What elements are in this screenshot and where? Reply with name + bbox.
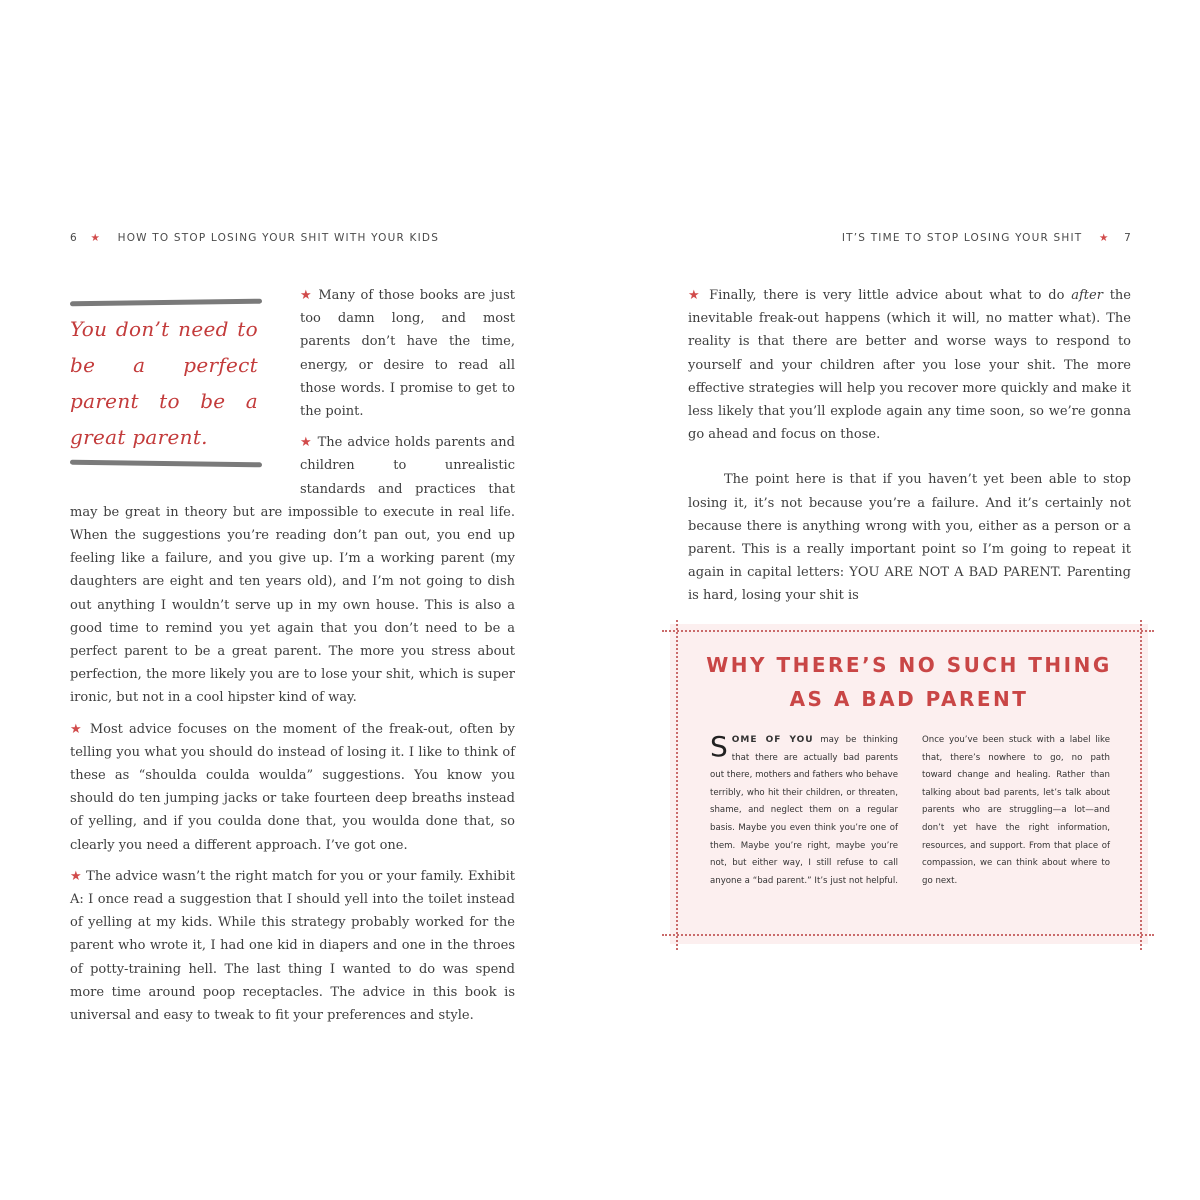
paragraph-text: The advice holds parents and children to unrealistic standards and practices that may be great in theory but are impossible to execute in real life. When the suggestions you’re reading don’t pan out, you end up feeling like a failure, and you give up. I’m a working parent (my daughters are eight and ten years old), and I’m not going to dish out anything I wouldn’t serve up in my own house. This is also a good time to remind you yet again that you don’t need to be a perfect parent to be a great parent. The more you stress about perfection, the more likely you are to lose your shit, which is super ironic, but not in a cool hipster kind of way. (70, 435, 515, 706)
sidebar-lead: OME OF YOU (731, 735, 814, 745)
pull-quote-text: You don’t need to be a perfect parent to be a great parent. (70, 317, 258, 449)
running-head-right (842, 232, 1132, 244)
sidebar-box (670, 624, 1148, 944)
paragraph-text: Most advice focuses on the moment of the freak-out, often by telling you what you should do instead of losing it. I like to think of these as “shoulda coulda woulda” suggestions. You know you should do ten jumping jacks or take fourteen deep breaths instead of yelling, and if you coulda done that, you woulda done that, so clearly you need a different approach. I’ve got one. (70, 721, 516, 853)
sidebar-body (710, 732, 1110, 890)
sidebar-body-text: may be thinking that there are actually bad parents out there, mothers and fathers who behave terribly, who hit their children, or threaten, shame, and neglect them on a regular basis. Maybe you even think you’re one of them. Maybe you’re right, maybe you’re not, but either way, I still refuse to call anyone a “bad parent.” It’s just not helpful. Once you’ve been stuck with a label like that, there’s nowhere to go, no path toward change and healing. Rather than talking about bad parents, let’s talk about parents who are struggling—a lot—and don’t yet have the right information, resources, and support. From that place of compassion, we can think about where to go next. (710, 735, 1110, 886)
page-number-left: 6 (70, 232, 78, 244)
right-body-text (688, 284, 1131, 616)
star-icon: ★ (90, 232, 102, 244)
star-icon: ★ (70, 721, 84, 737)
running-head-title-right: IT’S TIME TO STOP LOSING YOUR SHIT (841, 232, 1083, 244)
sidebar-title-line-2: AS A BAD PARENT (789, 687, 1029, 711)
paragraph: The point here is that if you haven’t yet been able to stop losing it, it’s not because you’re a failure. And it’s certainly not because there is anything wrong with you, either as a person or a parent. This is a really important point so I’m going to repeat it again in capital letters: YOU ARE NOT A BAD PARENT. Parenting is hard, losing your shit is (688, 472, 1131, 604)
paragraph-text: Finally, there is very little advice about what to do (709, 288, 1072, 303)
running-head-title-left: HOW TO STOP LOSING YOUR SHIT WITH YOUR KIDS (117, 232, 440, 244)
sidebar-title-line-1: WHY THERE’S NO SUCH THING (706, 653, 1112, 677)
star-icon: ★ (300, 435, 313, 451)
running-head-left (70, 232, 439, 244)
drop-cap: S (710, 730, 728, 763)
sidebar-title (670, 648, 1148, 716)
star-icon: ★ (1098, 232, 1110, 244)
paragraph (70, 865, 515, 1027)
paragraph (70, 718, 515, 857)
left-body-text (70, 284, 515, 1035)
star-icon: ★ (688, 288, 703, 303)
pull-quote (70, 286, 262, 482)
star-icon: ★ (300, 288, 313, 303)
star-icon: ★ (70, 868, 82, 884)
paragraph-text: The advice wasn’t the right match for you or your family. Exhibit A: I once read a suggestion that I should yell into the toilet instead of yelling at my kids. While this strategy probably worked for the parent who wrote it, I had one kid in diapers and one in the throes of potty-training hell. The last thing I wanted to do was spend more time around poop receptacles. The advice in this book is universal and easy to tweak to fit your preferences and style. (70, 868, 515, 1024)
paragraph (688, 284, 1131, 446)
paragraph-text: Many of those books are just too damn long, and most parents don’t have the time, energy, or desire to read all those words. I promise to get to the point. (300, 288, 515, 420)
paragraph-text: the inevitable freak-out happens (which it will, no matter what). The reality is that there are better and worse ways to respond to yourself and your children after you lose your shit. The more effective strategies will help you recover more quickly and make it less likely that you’ll explode again any time soon, so we’re gonna go ahead and focus on those. (688, 288, 1131, 443)
dotted-border-top (662, 630, 1154, 632)
dotted-border-bottom (662, 934, 1154, 936)
page-number-right: 7 (1124, 232, 1132, 244)
emphasis-text: after (1071, 288, 1103, 303)
